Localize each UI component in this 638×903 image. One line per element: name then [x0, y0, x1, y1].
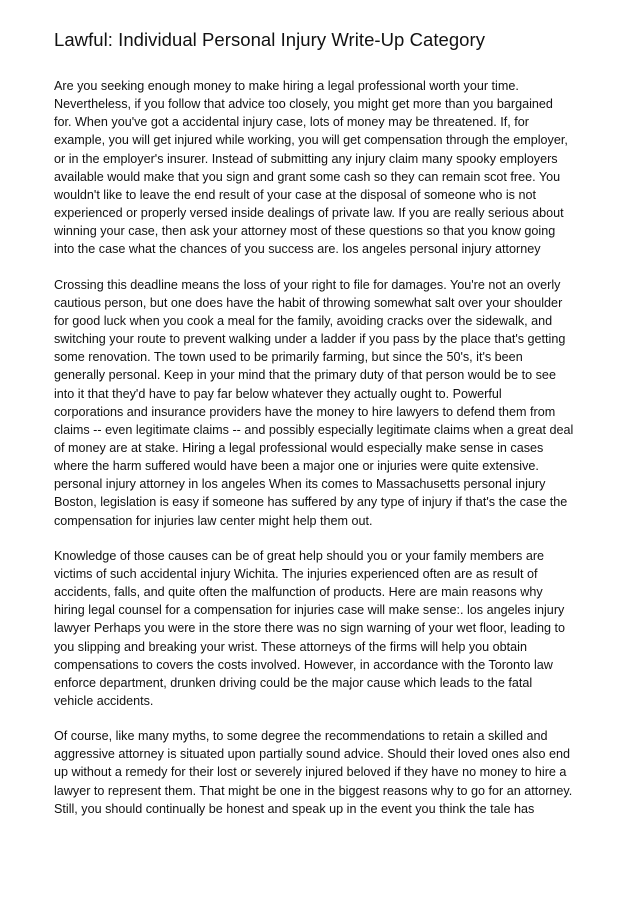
- text-line: Are you seeking enough money to make hiring a legal professional worth your time.: [54, 79, 519, 93]
- text-line: claims -- even legitimate claims -- and possibly especially legitimate claims when a great deal: [54, 422, 574, 437]
- text-line: where the harm suffered would have been a major one or injuries were quite extensive.: [54, 459, 539, 474]
- text-line: switching your route to prevent walking under a ladder if you pass by the place that's getting: [54, 332, 566, 347]
- text-line: generally personal. Keep in your mind that the primary duty of that person would be to see: [54, 368, 556, 383]
- text-line: compensation for injuries law center might help them out.: [54, 513, 373, 528]
- text-line: Still, you should continually be honest and speak up in the event you think the tale has: [54, 801, 535, 816]
- text-line: aggressive attorney is situated upon partially sound advice. Should their loved ones also end: [54, 747, 570, 762]
- text-line: compensations to covers the costs involved. However, in accordance with the Toronto law: [54, 657, 553, 672]
- text-line: Crossing this deadline means the loss of your right to file for damages. You're not an overly: [54, 277, 561, 292]
- text-line: lawyer to represent them. That might be one in the biggest reasons why to go for an attorney.: [54, 783, 573, 798]
- text-line: vehicle accidents.: [54, 694, 154, 708]
- paragraph: [54, 547, 594, 710]
- text-line: Knowledge of those causes can be of great help should you or your family members are: [54, 548, 545, 563]
- document-title: Lawful: Individual Personal Injury Write-Up Category: [54, 29, 486, 50]
- text-line: wouldn't like to leave the end result of your case at the disposal of someone who is not: [54, 187, 536, 202]
- text-line: Boston, legislation is easy if someone has suffered by any type of injury if that's the case the: [54, 495, 568, 510]
- text-line: winning your case, then ask your attorney most of these questions so that you know going: [54, 224, 556, 239]
- paragraph: [54, 276, 594, 530]
- document-body: [54, 77, 594, 818]
- text-line: available would make that you sign and grant some cash so they can remain scot free. You: [54, 169, 561, 184]
- text-line: Of course, like many myths, to some degree the recommendations to retain a skilled and: [54, 729, 548, 744]
- paragraph: [54, 77, 594, 259]
- text-line: experienced or properly versed inside dealings of private law. If you are really serious about: [54, 206, 564, 221]
- text-line: you slipping and breaking your wrist. These attorneys of the firms will help you obtain: [54, 639, 527, 654]
- text-line: into the case what the chances of you success are. los angeles personal injury attorney: [54, 242, 541, 257]
- text-line: accidents, falls, and quite often the malfunction of products. Here are main reasons why: [54, 585, 543, 600]
- text-line: victims of such accidental injury Wichita. The injuries experienced often are as result of: [54, 566, 538, 581]
- text-line: hiring legal counsel for a compensation for injuries case will make sense:. los angeles injury: [54, 603, 565, 618]
- text-line: into it that they'd have to pay far below whatever they actually ought to. Powerful: [54, 386, 502, 401]
- text-line: up without a remedy for their lost or severely injured beloved if they have no money to hire a: [54, 765, 567, 780]
- text-line: for. When you've got a accidental injury case, lots of money may be threatened. If, for: [54, 115, 529, 130]
- text-line: example, you will get injured while working, you will get compensation through the employer,: [54, 133, 568, 148]
- document-page: [54, 28, 594, 835]
- text-line: Nevertheless, if you follow that advice too closely, you might get more than you bargained: [54, 97, 553, 112]
- text-line: cautious person, but one does have the habit of throwing somewhat salt over your shoulder: [54, 295, 563, 310]
- paragraph: [54, 727, 594, 818]
- text-line: lawyer Perhaps you were in the store there was no sign warning of your wet floor, leading to: [54, 621, 566, 636]
- text-line: or in the employer's insurer. Instead of submitting any injury claim many spooky employers: [54, 151, 558, 166]
- text-line: enforce department, drunken driving could be the major cause which leads to the fatal: [54, 675, 533, 690]
- text-line: some renovation. The town used to be primarily farming, but since the 50's, it's been: [54, 350, 523, 365]
- text-line: for good luck when you cook a meal for the family, avoiding cracks over the sidewalk, and: [54, 313, 553, 328]
- text-line: corporations and insurance providers have the money to hire lawyers to defend them from: [54, 404, 556, 419]
- text-line: of money are at stake. Hiring a legal professional would especially make sense in cases: [54, 440, 544, 455]
- text-line: personal injury attorney in los angeles When its comes to Massachusetts personal injury: [54, 477, 546, 492]
